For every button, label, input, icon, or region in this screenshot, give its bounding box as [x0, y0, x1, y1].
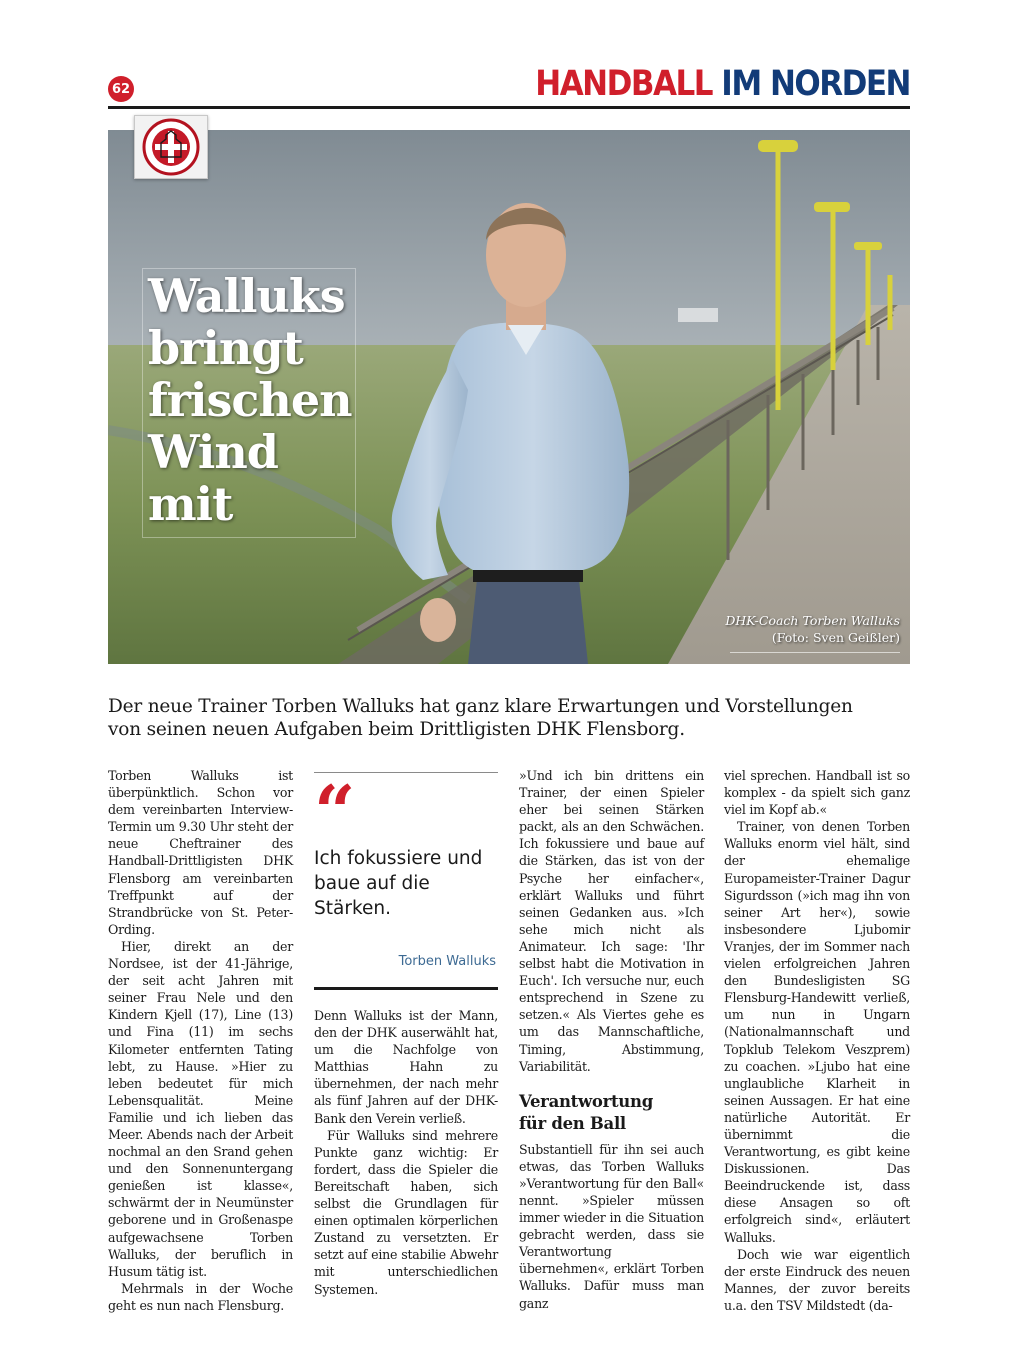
- quote-mark-icon: “: [314, 769, 356, 854]
- club-logo: [134, 115, 208, 179]
- text-column-4: [724, 767, 910, 1314]
- headline-line: frischen: [148, 373, 352, 427]
- headline-line: Walluks: [148, 269, 345, 323]
- paragraph: Substantiell für ihn sei auch etwas, das Torben Walluks »Verantwortung für den Ball« nennt. »Spieler müssen immer wieder in die Situation gebracht werden, dass sie Verantwortung übernehmen«, erklärt Torben Walluks. Dafür muss man ganz: [519, 1141, 704, 1311]
- subheading-line: für den Ball: [519, 1113, 626, 1133]
- lead-line: Der neue Trainer Torben Walluks hat ganz klare Erwartungen und Vorstellungen: [108, 696, 853, 717]
- caption-underline: [730, 652, 900, 653]
- paragraph: »Und ich bin drittens ein Trainer, der einen Spieler eher bei seinen Stärken packt, als an den Schwächen. Ich fokussiere und baue auf die Stärken, das ist von der Psyche her einfacher«, erklärt Walluks und führt seinen Gedanken aus. »Ich sehe mich nicht als Animateur. Ich sage: 'Ihr selbst habt die Motivation in Euch'. Ich versuche nur, euch entsprechend in Szene zu setzen.« Als Viertes gehe es um das Mannschaftliche, Timing, Abstimmung, Variabilität.: [519, 768, 704, 1074]
- paragraph: Torben Walluks ist überpünktlich. Schon vor dem vereinbarten Interview-Termin um 9.30 Uhr steht der neue Cheftrainer des Handball-Drittligisten DHK Flensborg am vereinbarten Treffpunkt auf der Strandbrücke von St. Peter-Ording.: [108, 768, 293, 937]
- text-column-2: [314, 1007, 498, 1298]
- subheading-line: Verantwortung: [519, 1091, 653, 1111]
- paragraph: viel sprechen. Handball ist so komplex - da spielt sich ganz viel im Kopf ab.«: [724, 768, 910, 818]
- header-rule: [108, 106, 910, 109]
- paragraph: Trainer, von denen Torben Walluks enorm viel hält, sind der ehemalige Europameister-Trainer Dagur Sigurdsson (»ich mag ihn von seiner Art her«), sowie insbesondere Ljubomir Vranjes, der im Sommer nach vielen erfolgreichen Jahren den Bundesligisten SG Flensburg-Handewitt verließ, um nun in Ungarn (Nationalmannschaft und Topklub Telekom Veszprem) zu coachen. »Ljubo hat eine unglaubliche Klarheit in seinen Aussagen. Er hat eine natürliche Autorität. Er übernimmt die Verantwortung, es gibt keine Diskussionen. Das Beeindruckende ist, dass diese Ansagen so oft erfolgreich sind«, erläutert Walluks.: [724, 819, 910, 1245]
- paragraph: Für Walluks sind mehrere Punkte ganz wichtig: Er fordert, dass die Spieler die Bereitschaft haben, sich selbst die Grundlagen für einen optimalen körperlichen Zustand zu versetzten. Er setzt auf eine stabilie Abwehr mit unterschiedlichen Systemen.: [314, 1127, 498, 1297]
- section-title-blue: IM NORDEN: [721, 63, 910, 104]
- page-number: 62: [108, 76, 134, 102]
- article-lead: [108, 695, 910, 741]
- paragraph: Doch wie war eigentlich der erste Eindruck des neuen Mannes, der zuvor bereits u.a. den TSV Mildstedt (da-: [724, 1246, 910, 1313]
- subheading: [519, 1091, 704, 1135]
- text-column-1: [108, 767, 293, 1314]
- photo-caption: [725, 612, 900, 646]
- article-headline: [148, 270, 352, 530]
- lead-line: von seinen neuen Aufgaben beim Drittligisten DHK Flensborg.: [108, 719, 685, 740]
- pullquote-author: Torben Walluks: [398, 954, 496, 969]
- paragraph: Mehrmals in der Woche geht es nun nach Flensburg.: [108, 1280, 293, 1313]
- headline-line: bringt: [148, 321, 303, 375]
- caption-name: DHK-Coach Torben Walluks: [725, 613, 900, 628]
- headline-line: Wind: [148, 425, 278, 479]
- paragraph: Hier, direkt an der Nordsee, ist der 41-Jährige, der seit acht Jahren mit seiner Frau Nele und den Kindern Kjell (17), Line (13) und Fina (11) im sechs Kilometer entfernten Tating lebt, zu Hause. »Hier zu leben bedeutet für mich Lebensqualität. Meine Familie und ich lieben das Meer. Abends nach der Arbeit nochmal an den Srand gehen und den Sonnenuntergang genießen ist klasse«, schwärmt der in Neumünster geborene und in Großenaspe aufgewachsene Torben Walluks, der beruflich in Husum tätig ist.: [108, 938, 293, 1279]
- text-column-3: [519, 767, 704, 1312]
- section-title-red: HANDBALL: [535, 63, 712, 104]
- section-title: [535, 64, 910, 104]
- paragraph: Denn Walluks ist der Mann, den der DHK auserwählt hat, um die Nachfolge von Matthias Hahn zu übernehmen, der nach mehr als fünf Jahren auf der DHK-Bank den Verein verließ.: [314, 1008, 498, 1126]
- pullquote-text: Ich fokussiere und baue auf die Stärken.: [314, 848, 483, 919]
- headline-line: mit: [148, 477, 233, 531]
- dhk-flensborg-crest-icon: [140, 117, 202, 177]
- caption-credit: (Foto: Sven Geißler): [771, 630, 900, 645]
